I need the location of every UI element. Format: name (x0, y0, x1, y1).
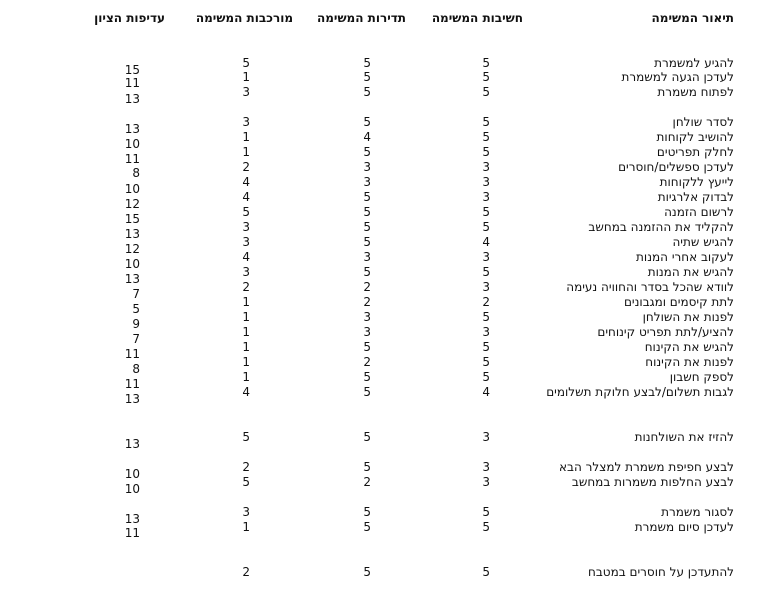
task-description: לסדר שולחן (672, 115, 734, 129)
task-frequency: 5 (363, 265, 371, 279)
task-description: לבצע חפיפת משמרת למצלר הבא (559, 460, 734, 474)
task-complexity: 3 (242, 235, 250, 249)
task-complexity: 2 (242, 280, 250, 294)
task-complexity: 1 (242, 130, 250, 144)
task-description: להציע/לתת תפריט קינוחים (597, 325, 734, 339)
header-importance: חשיבות המשימה (431, 11, 523, 25)
task-description: להגיש שתיה (672, 235, 734, 249)
task-frequency: 4 (363, 130, 371, 144)
task-description: להתעדכן על חוסרים במטבח (588, 565, 734, 579)
task-complexity: 4 (242, 190, 250, 204)
task-description: להגיע למשמרת (654, 56, 734, 70)
task-frequency: 2 (363, 475, 371, 489)
task-frequency: 2 (363, 295, 371, 309)
task-frequency: 5 (363, 56, 371, 70)
header-complexity: מורכבות המשימה (195, 11, 293, 25)
task-complexity: 4 (242, 250, 250, 264)
task-importance: 5 (482, 340, 490, 354)
task-frequency: 5 (363, 460, 371, 474)
task-complexity: 2 (242, 460, 250, 474)
task-complexity: 2 (242, 565, 250, 579)
task-description: לעדכן סיום משמרת (634, 520, 734, 534)
task-importance: 3 (482, 325, 490, 339)
task-importance: 3 (482, 250, 490, 264)
task-description: לוודא שהכל בסדר והחוויה נעימה (566, 280, 734, 294)
task-importance: 5 (482, 115, 490, 129)
task-frequency: 5 (363, 385, 371, 399)
task-score: 10 (124, 257, 140, 271)
task-frequency: 3 (363, 310, 371, 324)
task-complexity: 1 (242, 355, 250, 369)
task-score: 7 (132, 287, 140, 301)
task-score: 13 (124, 437, 140, 451)
task-description: לעקוב אחרי המנות (636, 250, 734, 264)
task-description: לספק חשבון (669, 370, 734, 384)
task-importance: 4 (482, 385, 490, 399)
header-frequency: תדירות המשימה (317, 11, 406, 25)
task-description: להגיש את הקינוח (644, 340, 734, 354)
task-complexity: 1 (242, 340, 250, 354)
task-frequency: 2 (363, 355, 371, 369)
task-frequency: 5 (363, 565, 371, 579)
task-frequency: 5 (363, 505, 371, 519)
task-score: 13 (124, 227, 140, 241)
task-importance: 5 (482, 85, 490, 99)
task-score: 15 (124, 212, 140, 226)
task-score: 10 (124, 467, 140, 481)
task-frequency: 3 (363, 250, 371, 264)
header-description: תיאור המשימה (651, 11, 734, 25)
task-description: לרשום הזמנה (664, 205, 734, 219)
task-complexity: 1 (242, 325, 250, 339)
task-complexity: 3 (242, 85, 250, 99)
task-complexity: 1 (242, 370, 250, 384)
task-description: להזיז את השולחנות (634, 430, 734, 444)
task-score: 10 (124, 182, 140, 196)
task-frequency: 5 (363, 370, 371, 384)
task-complexity: 5 (242, 56, 250, 70)
task-frequency: 2 (363, 280, 371, 294)
task-importance: 3 (482, 460, 490, 474)
task-complexity: 1 (242, 295, 250, 309)
task-importance: 5 (482, 205, 490, 219)
task-complexity: 1 (242, 310, 250, 324)
task-complexity: 1 (242, 520, 250, 534)
task-frequency: 5 (363, 190, 371, 204)
task-frequency: 5 (363, 220, 371, 234)
task-frequency: 5 (363, 205, 371, 219)
task-score: 8 (132, 166, 140, 180)
task-importance: 5 (482, 70, 490, 84)
task-score: 13 (124, 92, 140, 106)
task-frequency: 5 (363, 340, 371, 354)
task-score: 15 (124, 63, 140, 77)
task-complexity: 3 (242, 220, 250, 234)
task-frequency: 5 (363, 115, 371, 129)
task-importance: 2 (482, 295, 490, 309)
task-description: לסגור משמרת (661, 505, 734, 519)
task-importance: 5 (482, 370, 490, 384)
task-score: 11 (124, 526, 140, 540)
task-description: לפתוח משמרת (657, 85, 734, 99)
task-score: 11 (124, 377, 140, 391)
task-description: לבדוק אלרגיות (657, 190, 734, 204)
task-description: לעדכן הגעה למשמרת (621, 70, 734, 84)
task-description: לייעץ ללקוחות (659, 175, 734, 189)
task-importance: 3 (482, 175, 490, 189)
task-importance: 3 (482, 475, 490, 489)
task-description: להקליד את ההזמנה במחשב (588, 220, 734, 234)
task-complexity: 3 (242, 265, 250, 279)
task-score: 8 (132, 362, 140, 376)
task-complexity: 5 (242, 430, 250, 444)
task-importance: 5 (482, 310, 490, 324)
task-frequency: 3 (363, 175, 371, 189)
task-frequency: 5 (363, 145, 371, 159)
task-frequency: 5 (363, 520, 371, 534)
task-score: 12 (124, 242, 140, 256)
task-description: לגבות תשלום/לבצע חלוקת תשלומים (546, 385, 734, 399)
task-score: 13 (124, 512, 140, 526)
task-frequency: 5 (363, 235, 371, 249)
task-importance: 5 (482, 130, 490, 144)
task-frequency: 3 (363, 325, 371, 339)
task-complexity: 1 (242, 70, 250, 84)
task-frequency: 5 (363, 85, 371, 99)
task-complexity: 4 (242, 175, 250, 189)
task-description: לתת קיסמים ומגבונים (623, 295, 734, 309)
task-score: 11 (124, 347, 140, 361)
header-score: עדיפות הציון (94, 11, 165, 25)
task-score: 11 (124, 152, 140, 166)
task-description: להושיב לקוחות (656, 130, 734, 144)
task-description: לבצע החלפות משמרות במחשב (571, 475, 734, 489)
task-importance: 5 (482, 520, 490, 534)
task-score: 12 (124, 197, 140, 211)
task-frequency: 5 (363, 70, 371, 84)
task-score: 13 (124, 272, 140, 286)
task-importance: 5 (482, 145, 490, 159)
task-frequency: 5 (363, 430, 371, 444)
task-score: 10 (124, 137, 140, 151)
task-importance: 3 (482, 430, 490, 444)
task-description: להגיש את המנות (647, 265, 734, 279)
task-importance: 5 (482, 265, 490, 279)
task-importance: 3 (482, 190, 490, 204)
task-description: לפנות את הקינוח (645, 355, 734, 369)
task-score: 13 (124, 392, 140, 406)
task-description: לעדכן ספשלים/חוסרים (618, 160, 734, 174)
task-complexity: 5 (242, 475, 250, 489)
task-importance: 5 (482, 56, 490, 70)
task-complexity: 4 (242, 385, 250, 399)
task-score: 5 (132, 302, 140, 316)
task-complexity: 2 (242, 160, 250, 174)
task-frequency: 3 (363, 160, 371, 174)
task-importance: 3 (482, 280, 490, 294)
task-complexity: 5 (242, 205, 250, 219)
task-importance: 5 (482, 505, 490, 519)
task-importance: 5 (482, 565, 490, 579)
task-score: 11 (124, 76, 140, 90)
task-score: 7 (132, 332, 140, 346)
task-importance: 3 (482, 160, 490, 174)
task-complexity: 3 (242, 115, 250, 129)
task-score: 10 (124, 482, 140, 496)
task-importance: 5 (482, 220, 490, 234)
task-score: 13 (124, 122, 140, 136)
task-complexity: 1 (242, 145, 250, 159)
task-description: לחלק תפריטים (656, 145, 734, 159)
task-importance: 5 (482, 355, 490, 369)
task-importance: 4 (482, 235, 490, 249)
task-score: 9 (132, 317, 140, 331)
task-description: לפנות את השולחן (642, 310, 734, 324)
task-complexity: 3 (242, 505, 250, 519)
